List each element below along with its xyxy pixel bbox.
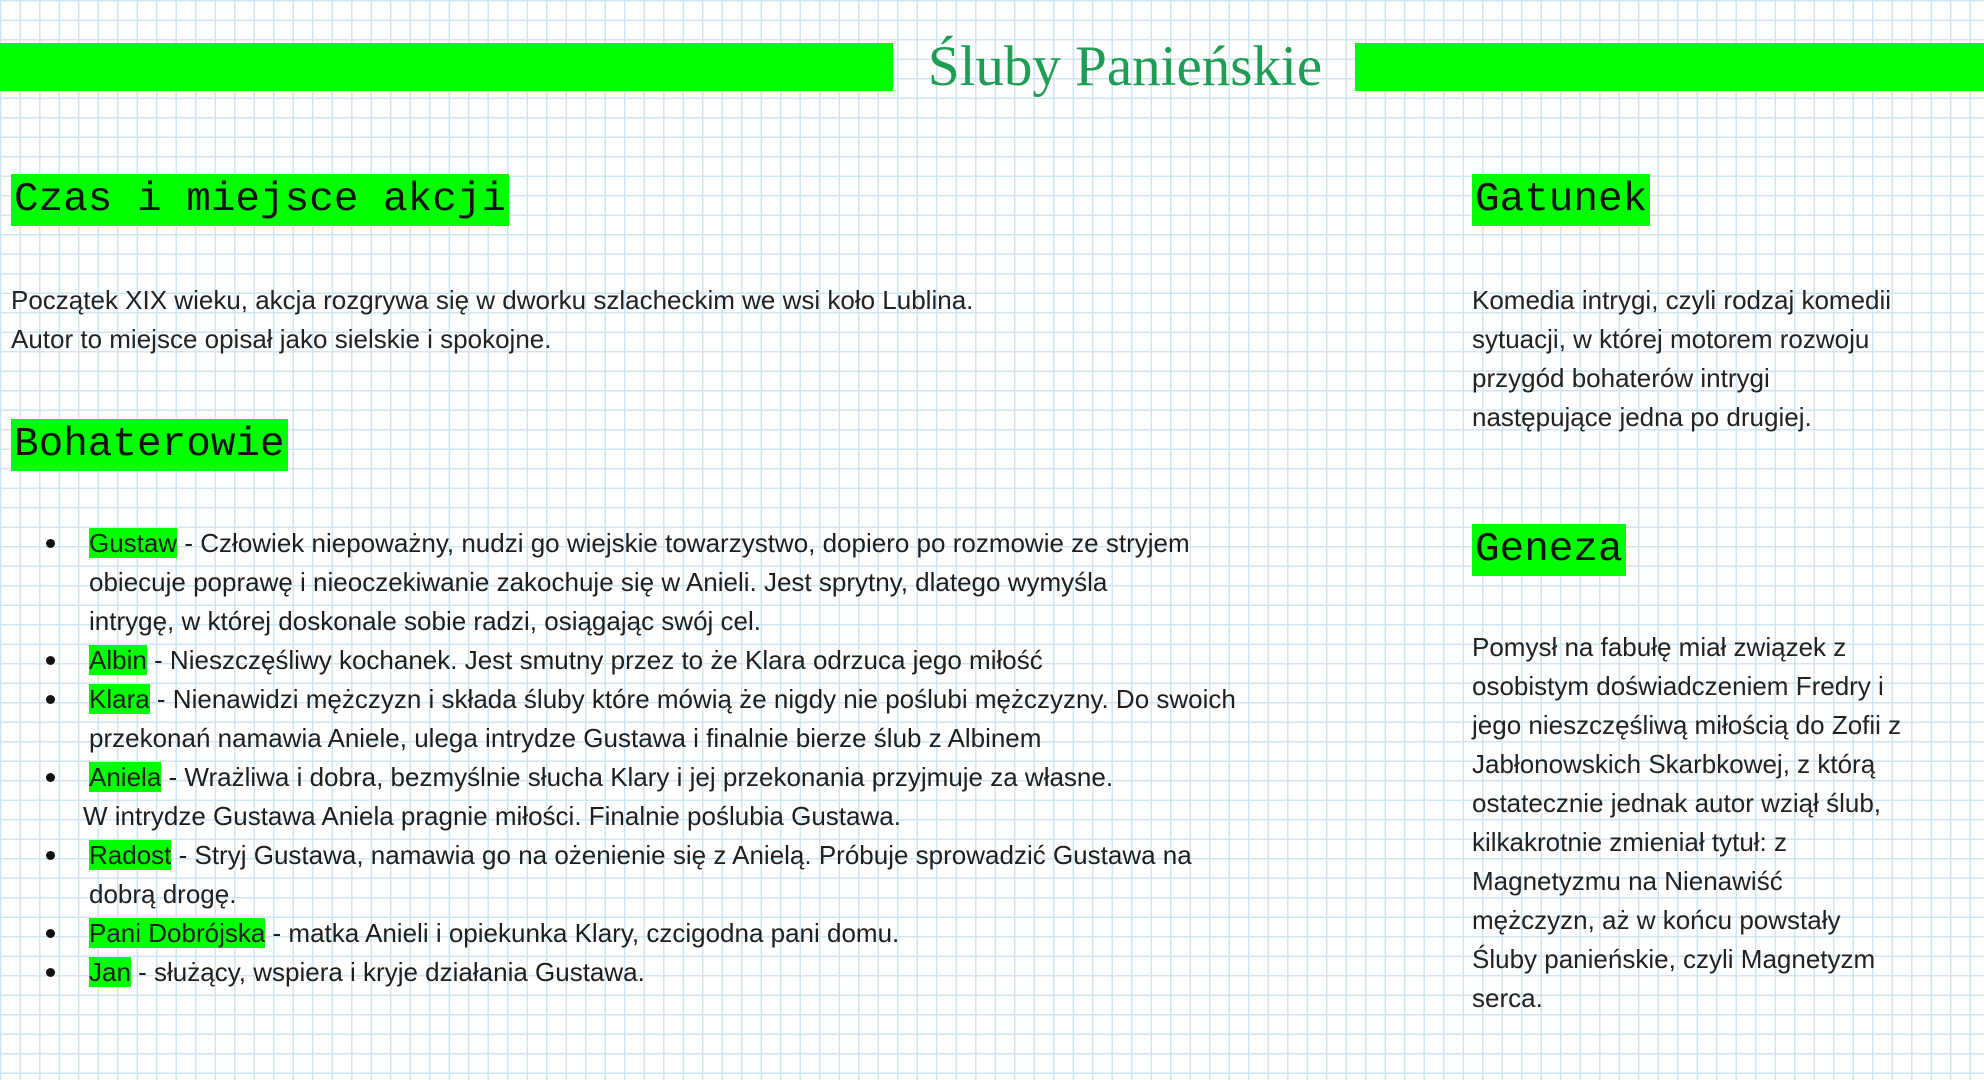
character-name: Pani Dobrójska xyxy=(89,918,266,948)
heading-bohaterowie: Bohaterowie xyxy=(11,419,288,471)
character-name: Radost xyxy=(89,840,172,870)
character-desc-cont: dobrą drogę. xyxy=(89,879,237,909)
gatunek-line: Komedia intrygi, czyli rodzaj komedii xyxy=(1472,285,1892,315)
character-name: Klara xyxy=(89,684,150,714)
geneza-line: mężczyzn, aż w końcu powstały xyxy=(1472,905,1841,935)
heading-czas: Czas i miejsce akcji xyxy=(11,174,509,226)
geneza-line: kilkakrotnie zmieniał tytuł: z xyxy=(1472,827,1787,857)
gatunek-line: przygód bohaterów intrygi xyxy=(1472,363,1770,393)
list-item-aniela xyxy=(0,758,1440,836)
title-bar-left xyxy=(0,43,893,91)
list-item-radost xyxy=(0,836,1440,914)
czas-text xyxy=(11,281,1411,359)
characters-list xyxy=(0,524,1440,992)
geneza-line: jego nieszczęśliwą miłością do Zofii z xyxy=(1472,710,1902,740)
list-item-pani-dobrojska xyxy=(0,914,1440,953)
heading-geneza: Geneza xyxy=(1472,524,1626,576)
character-desc: - Stryj Gustawa, namawia go na ożenienie się z Anielą. Próbuje sprowadzić Gustawa na xyxy=(171,840,1192,870)
character-desc: - matka Anieli i opiekunka Klary, czcigodna pani domu. xyxy=(265,918,900,948)
geneza-line: Pomysł na fabułę miał związek z xyxy=(1472,632,1847,662)
list-item-jan xyxy=(0,953,1440,992)
character-desc-cont: obiecuje poprawę i nieoczekiwanie zakochuje się w Anieli. Jest sprytny, dlatego wymyśla xyxy=(89,567,1108,597)
character-name: Gustaw xyxy=(89,528,178,558)
character-desc: - Nienawidzi mężczyzn i składa śluby które mówią że nigdy nie poślubi mężczyzny. Do swoich xyxy=(149,684,1236,714)
geneza-line: Magnetyzmu na Nienawiść xyxy=(1472,866,1783,896)
heading-gatunek: Gatunek xyxy=(1472,174,1650,226)
gatunek-line: sytuacji, w której motorem rozwoju xyxy=(1472,324,1870,354)
page-title: Śluby Panieńskie xyxy=(927,35,1323,98)
character-desc: - służący, wspiera i kryje działania Gustawa. xyxy=(130,957,645,987)
list-item-klara xyxy=(0,680,1440,758)
geneza-line: Jabłonowskich Skarbkowej, z którą xyxy=(1472,749,1876,779)
character-desc: - Człowiek niepoważny, nudzi go wiejskie towarzystwo, dopiero po rozmowie ze stryjem xyxy=(177,528,1190,558)
gatunek-line: następujące jedna po drugiej. xyxy=(1472,402,1812,432)
list-item-gustaw xyxy=(0,524,1440,641)
character-name: Aniela xyxy=(89,762,162,792)
list-item-albin xyxy=(0,641,1440,680)
geneza-line: serca. xyxy=(1472,983,1543,1013)
character-desc: - Nieszczęśliwy kochanek. Jest smutny przez to że Klara odrzuca jego miłość xyxy=(146,645,1043,675)
character-desc-cont: intrygę, w której doskonale sobie radzi, osiągając swój cel. xyxy=(89,606,762,636)
geneza-line: ostatecznie jednak autor wziął ślub, xyxy=(1472,788,1882,818)
title-bar-right xyxy=(1355,43,1984,91)
geneza-line: Śluby panieńskie, czyli Magnetyzm xyxy=(1472,944,1876,974)
czas-line-1: Początek XIX wieku, akcja rozgrywa się w dworku szlacheckim we wsi koło Lublina. xyxy=(11,285,974,315)
geneza-line: osobistym doświadczeniem Fredry i xyxy=(1472,671,1884,701)
character-desc-cont: W intrydze Gustawa Aniela pragnie miłości. Finalnie poślubia Gustawa. xyxy=(83,801,901,831)
czas-line-2: Autor to miejsce opisał jako sielskie i spokojne. xyxy=(11,324,552,354)
character-name: Jan xyxy=(89,957,131,987)
character-desc: - Wrażliwa i dobra, bezmyślnie słucha Klary i jej przekonania przyjmuje za własne. xyxy=(161,762,1114,792)
character-desc-cont: przekonań namawia Aniele, ulega intrydze Gustawa i finalnie bierze ślub z Albinem xyxy=(89,723,1042,753)
gatunek-text xyxy=(1472,281,1982,437)
character-name: Albin xyxy=(89,645,147,675)
geneza-text xyxy=(1472,628,1982,1018)
